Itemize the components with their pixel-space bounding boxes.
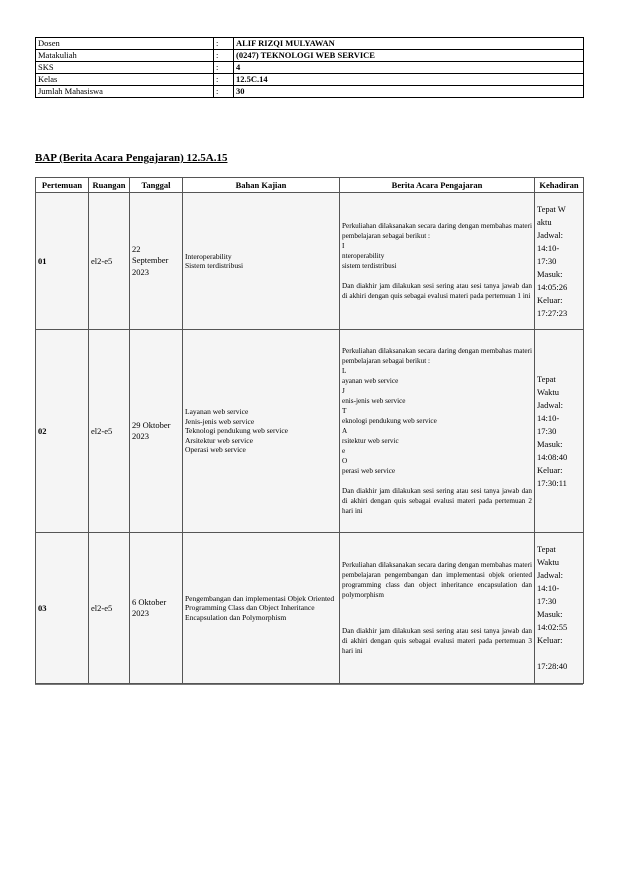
info-row	[36, 38, 584, 50]
kehadiran-line: Waktu	[537, 386, 559, 397]
berita-intro: Perkuliahan dilaksanakan secara daring dengan membahas materi pembelajaran sebagai berikut :	[342, 222, 532, 240]
bahan-line: Layanan web service	[185, 407, 249, 417]
section-title: BAP (Berita Acara Pengajaran) 12.5A.15	[35, 152, 228, 164]
berita-acara-cell	[340, 330, 535, 533]
info-separator: :	[214, 50, 234, 62]
info-value: (0247) TEKNOLOGI WEB SERVICE	[234, 50, 584, 62]
kehadiran-line: Tepat	[537, 373, 556, 384]
bahan-line: Jenis-jenis web service	[185, 416, 255, 426]
kehadiran-cell	[535, 193, 584, 330]
info-row	[36, 86, 584, 98]
berita-item: I	[342, 242, 345, 250]
kehadiran-line: 14:05:26	[537, 281, 568, 292]
pertemuan-cell: 03	[36, 533, 89, 684]
tanggal-line: 2023	[132, 431, 149, 441]
berita-item: sistem terdistribusi	[342, 262, 397, 270]
kehadiran-cell	[535, 330, 584, 533]
kehadiran-line: Keluar:	[537, 294, 563, 305]
column-header: Kehadiran	[535, 178, 584, 193]
kehadiran-line: Tepat	[537, 544, 556, 554]
bahan-line: Interoperability	[185, 251, 232, 261]
tanggal-cell	[130, 193, 183, 330]
info-row	[36, 50, 584, 62]
info-label: Jumlah Mahasiswa	[36, 86, 214, 98]
kehadiran-line: 17:27:23	[537, 307, 568, 318]
kehadiran-line: 17:30	[537, 255, 557, 266]
bahan-kajian-cell	[183, 330, 340, 533]
info-separator: :	[214, 62, 234, 74]
bahan-kajian-cell	[183, 193, 340, 330]
kehadiran-line: 17:30	[537, 425, 557, 436]
info-label: Matakuliah	[36, 50, 214, 62]
info-value: 30	[234, 86, 584, 98]
spacer	[342, 271, 532, 281]
kehadiran-line: Jadwal:	[537, 570, 563, 580]
info-separator: :	[214, 38, 234, 50]
spacer	[342, 600, 532, 626]
kehadiran-line: 14:10-	[537, 583, 560, 593]
pertemuan-cell: 01	[36, 193, 89, 330]
kehadiran-line: Keluar:	[537, 464, 563, 475]
bap-header-row	[36, 178, 584, 193]
tanggal-line: 29 Oktober	[132, 419, 171, 430]
info-value: ALIF RIZQI MULYAWAN	[234, 38, 584, 50]
info-value: 4	[234, 62, 584, 74]
kehadiran-line: aktu	[537, 216, 552, 227]
berita-item: rsitektur web servic	[342, 437, 399, 445]
bap-table	[35, 177, 584, 684]
bahan-line: Operasi web service	[185, 445, 246, 455]
kehadiran-line	[537, 647, 581, 660]
ruangan-cell: el2-e5	[89, 193, 130, 330]
tanggal-line: 2023	[132, 266, 149, 277]
berita-outro: Dan diakhir jam dilakukan sesi sering atau sesi tanya jawab dan di akhiri dengan quis sebagai evalusi materi pada pertemuan 2 hari ini	[342, 487, 532, 515]
kehadiran-line: 14:08:40	[537, 451, 568, 462]
tanggal-line: 22	[132, 243, 141, 254]
bahan-line: Sistem terdistribusi	[185, 261, 244, 270]
info-label: SKS	[36, 62, 214, 74]
spacer	[342, 476, 532, 486]
kehadiran-cell	[535, 533, 584, 684]
column-header: Bahan Kajian	[183, 178, 340, 193]
berita-item: ayanan web service	[342, 377, 399, 385]
table-row	[36, 533, 584, 684]
bap-body	[36, 193, 584, 684]
table-row	[36, 330, 584, 533]
info-label: Dosen	[36, 38, 214, 50]
berita-item: nteroperability	[342, 252, 385, 260]
bahan-line: Arsitektur web service	[185, 435, 253, 445]
info-row	[36, 62, 584, 74]
table-row	[36, 193, 584, 330]
kehadiran-line: 14:02:55	[537, 622, 568, 632]
info-label: Kelas	[36, 74, 214, 86]
info-row	[36, 74, 584, 86]
berita-item: e	[342, 447, 346, 455]
tanggal-line: 6 Oktober	[132, 596, 167, 607]
column-header: Berita Acara Pengajaran	[340, 178, 535, 193]
berita-item: eknologi pendukung web service	[342, 417, 437, 425]
berita-outro: Dan diakhir jam dilakukan sesi sering atau sesi tanya jawab dan di akhiri dengan quis sebagai evalusi materi pada pertemuan 1 ini	[342, 282, 532, 300]
kehadiran-line: Keluar:	[537, 635, 563, 645]
ruangan-cell: el2-e5	[89, 533, 130, 684]
berita-item: J	[342, 387, 345, 395]
kehadiran-line: Masuk:	[537, 609, 563, 619]
pertemuan-cell: 02	[36, 330, 89, 533]
kehadiran-line: Masuk:	[537, 268, 563, 279]
berita-intro: Perkuliahan dilaksanakan secara daring dengan membahas materi pembelajaran sebagai berikut :	[342, 347, 532, 365]
berita-item: L	[342, 367, 347, 375]
berita-item: A	[342, 427, 348, 435]
kehadiran-line: 14:10-	[537, 242, 560, 253]
kehadiran-line: 17:30:11	[537, 477, 567, 488]
kehadiran-line: 17:30	[537, 596, 557, 606]
kehadiran-line: Tepat W	[537, 203, 566, 214]
info-separator: :	[214, 86, 234, 98]
info-separator: :	[214, 74, 234, 86]
kehadiran-line: 14:10-	[537, 412, 560, 423]
column-header: Pertemuan	[36, 178, 89, 193]
column-header: Ruangan	[89, 178, 130, 193]
tanggal-line: 2023	[132, 608, 149, 618]
tanggal-cell	[130, 533, 183, 684]
bahan-line: Teknologi pendukung web service	[185, 426, 288, 436]
berita-item: perasi web service	[342, 467, 396, 475]
kehadiran-line: 17:28:40	[537, 661, 568, 671]
column-header: Tanggal	[130, 178, 183, 193]
bahan-line: Pengembangan dan implementasi Objek Oriented Programming Class dan Object Inheritance Encapsulation dan Polymorphism	[185, 593, 335, 622]
tanggal-line: September	[132, 255, 169, 266]
course-info-body	[36, 38, 584, 98]
berita-acara-cell	[340, 533, 535, 684]
kehadiran-line: Jadwal:	[537, 399, 563, 410]
info-value: 12.5C.14	[234, 74, 584, 86]
berita-item: O	[342, 457, 348, 465]
table-bottom-rule	[35, 684, 583, 685]
berita-item: T	[342, 407, 347, 415]
ruangan-cell: el2-e5	[89, 330, 130, 533]
kehadiran-line: Masuk:	[537, 438, 563, 449]
kehadiran-line: Jadwal:	[537, 229, 563, 240]
kehadiran-line: Waktu	[537, 557, 559, 567]
berita-outro: Dan diakhir jam dilakukan sesi sering atau sesi tanya jawab dan di akhiri dengan quis sebagai evalusi materi pada pertemuan 3 hari ini	[342, 627, 532, 655]
bahan-kajian-cell	[183, 533, 340, 684]
berita-item: enis-jenis web service	[342, 397, 406, 405]
berita-acara-cell	[340, 193, 535, 330]
berita-intro: Perkuliahan dilaksanakan secara daring dengan membahas materi pembelajaran pengembangan dan implementasi objek oriented programming class dan object inheritance encapsulation dan polymorphism	[342, 561, 532, 599]
course-info-table	[35, 37, 584, 98]
tanggal-cell	[130, 330, 183, 533]
